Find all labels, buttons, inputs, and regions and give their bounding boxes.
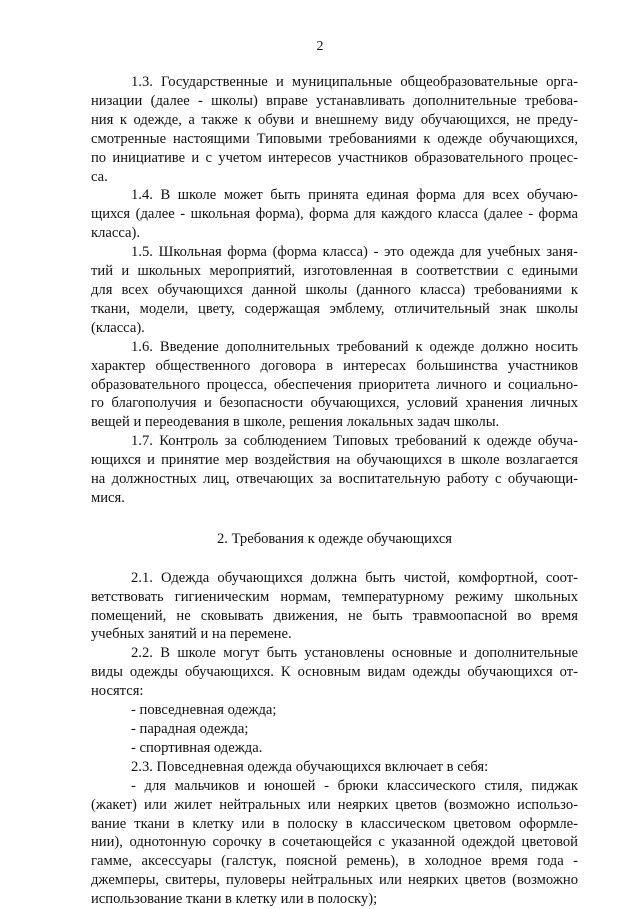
text-line: 1.6. Введение дополнительных требований к одежде должно носить [131, 338, 578, 355]
text-line: ющихся и принятие мер воздействия на обучающихся в школе возлагается [91, 452, 578, 469]
page-number: 2 [316, 39, 324, 54]
list-item: - парадная одежда; [131, 721, 249, 737]
section-heading: 2. Требования к одежде обучающихся [216, 530, 453, 547]
text-line: ткани, модели, цвету, содержащая эмблему, отличительный знак школы [91, 300, 578, 317]
paragraph-1-4 [91, 186, 578, 243]
text-line: носятся: [91, 683, 144, 700]
text-line: использование ткани в клетку или в полоску); [91, 891, 378, 908]
text-line: вание ткани в клетку или в полоску в классическом цветовом оформле- [91, 815, 578, 832]
paragraph-2-2 [91, 644, 578, 701]
text-line: по инициативе и с учетом интересов участников образовательного процес- [91, 149, 578, 166]
text-line: 1.7. Контроль за соблюдением Типовых требований к одежде обуча- [131, 433, 578, 450]
text-line: го благополучия и безопасности обучающихся, условий хранения личных [91, 395, 578, 412]
text-line: (класса). [91, 319, 145, 336]
text-line: смотренные настоящими Типовыми требованиями к одежде обучающихся, [91, 130, 578, 147]
text-line: на должностных лиц, отвечающих за воспитательную работу с обучающи- [91, 471, 578, 488]
text-line: образовательного процесса, обеспечения приоритета личного и социально- [91, 376, 578, 393]
text-line: са. [91, 168, 108, 185]
paragraph-2-3-boys [91, 777, 578, 909]
text-line: ветствовать гигиеническим нормам, температурному режиму школьных [91, 588, 578, 605]
paragraph-1-6 [91, 338, 578, 433]
text-line: щихся (далее - школьная форма), форма для каждого класса (далее - форма [91, 206, 578, 223]
text-line: 1.3. Государственные и муниципальные общеобразовательные орга- [131, 74, 578, 90]
paragraph-2-1 [91, 569, 578, 645]
document-body [91, 73, 578, 909]
text-line: - для мальчиков и юношей - брюки классического стиля, пиджак [131, 777, 578, 794]
text-line: помещений, не сковывать движения, не быть травмоопасной во время [91, 607, 578, 624]
text-line: виды одежды обучающихся. К основным видам одежды обучающихся от- [91, 664, 578, 681]
text-line: 1.5. Школьная форма (форма класса) - это одежда для учебных заня- [131, 244, 578, 261]
text-line: для всех обучающихся данной школы (данного класса) требованиями к [91, 281, 578, 298]
paragraph-1-3 [91, 73, 578, 186]
text-line: ния к одежде, а также к обуви и внешнему виду обучающихся, не преду- [91, 111, 578, 128]
text-line: гамме, аксессуары (галстук, поясной ремень), в холодное время года - [91, 853, 578, 870]
text-line: джемперы, свитеры, пуловеры нейтральных или неярких цветов (возможно [91, 872, 578, 889]
text-line: класса). [91, 225, 140, 242]
text-line: нии), однотонную сорочку в сочетающейся с указанной одеждой цветовой [91, 834, 578, 851]
text-line: вещей и переодевания в школе, решения локальных задач школы. [91, 414, 500, 431]
paragraph-1-5 [91, 243, 578, 338]
paragraph-1-7 [91, 432, 578, 508]
text-line: 2.1. Одежда обучающихся должна быть чистой, комфортной, соот- [131, 569, 578, 586]
text-line: учебных занятий и на перемене. [91, 626, 292, 643]
text-line: 1.4. В школе может быть принята единая форма для всех обучаю- [131, 187, 578, 204]
text-line: (жакет) или жилет нейтральных или неярких цветов (возможно использо- [91, 796, 578, 813]
text-line: низации (далее - школы) вправе устанавливать дополнительные требова- [91, 92, 578, 109]
text-line: мися. [91, 489, 125, 506]
text-line: тий и школьных мероприятий, изготовленная в соответствии с едиными [91, 263, 578, 280]
text-line: характер общественного договора в интересах большинства участников [91, 357, 578, 374]
paragraph-2-3-intro: 2.3. Повседневная одежда обучающихся включает в себя: [131, 758, 489, 775]
text-line: 2.2. В школе могут быть установлены основные и дополнительные [131, 645, 578, 662]
list-item: - повседневная одежда; [131, 702, 277, 719]
list-item: - спортивная одежда. [131, 739, 263, 756]
